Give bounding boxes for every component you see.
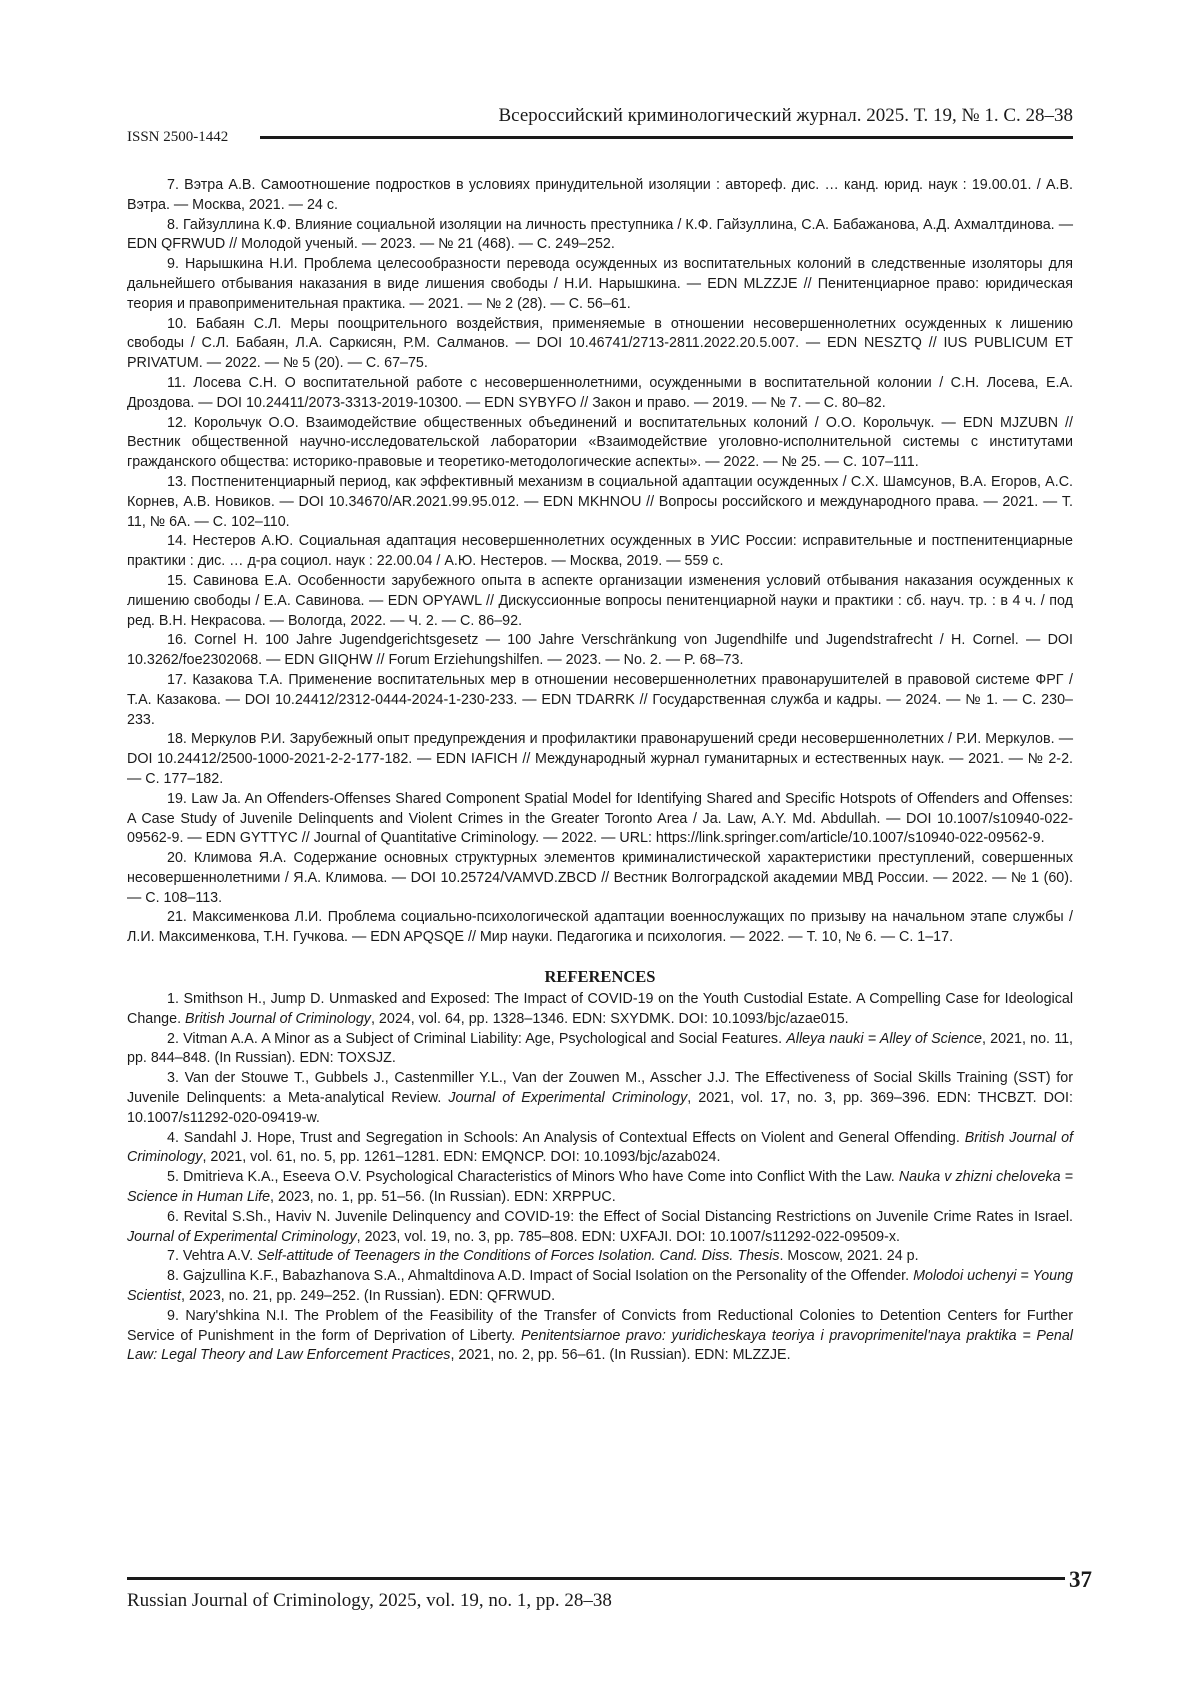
reference-source-title: Journal of Experimental Criminology <box>127 1229 357 1245</box>
reference-text: 4. Sandahl J. Hope, Trust and Segregation in Schools: An Analysis of Contextual Effects on Violent and General Offending. <box>167 1130 965 1146</box>
reference-source-title: British Journal of Criminology <box>185 1011 371 1027</box>
page-content <box>127 176 1073 1366</box>
reference-source-title: Penitentsiarnoe pravo: yuridicheskaya teoriya i pravoprimenitel'naya praktika = Penal Law: Legal Theory and Law Enforcement Practices <box>127 1328 1073 1364</box>
reference-source-title: British Journal of Criminology <box>127 1130 1073 1166</box>
reference-ru-21: 21. Максименкова Л.И. Проблема социально-психологической адаптации военнослужащих по призыву на начальном этапе службы / Л.И. Максименкова, Т.Н. Гучкова. — EDN APQSQE // Мир науки. Педагогика и психология. — 2022. — Т. 10, № 6. — С. 1–17. <box>127 908 1073 948</box>
reference-ru-15: 15. Савинова Е.А. Особенности зарубежного опыта в аспекте организации изменения условий отбывания наказания осужденных к лишению свободы / Е.А. Савинова. — EDN OPYAWL // Дискуссионные вопросы пенитенциарной науки и практики : сб. науч. тр. : в 4 ч. / под ред. В.Н. Некрасова. — Вологда, 2022. — Ч. 2. — С. 86–92. <box>127 572 1073 631</box>
reference-details: , 2023, no. 1, pp. 51–56. (In Russian). EDN: XRPPUC. <box>270 1189 616 1205</box>
reference-en-8 <box>127 1267 1073 1307</box>
reference-en-6 <box>127 1208 1073 1248</box>
header-rule <box>260 136 1073 139</box>
reference-details: , 2024, vol. 64, pp. 1328–1346. EDN: SXYDMK. DOI: 10.1093/bjc/azae015. <box>371 1011 849 1027</box>
reference-source-title: Journal of Experimental Criminology <box>448 1090 687 1106</box>
reference-ru-13: 13. Постпенитенциарный период, как эффективный механизм в социальной адаптации осужденных / С.Х. Шамсунов, В.А. Егоров, А.С. Корнев, А.В. Новиков. — DOI 10.34670/AR.2021.99.95.012. — EDN MKHNOU // Вопросы российского и международного права. — 2021. — Т. 11, № 6А. — С. 102–110. <box>127 473 1073 532</box>
reference-ru-20: 20. Климова Я.А. Содержание основных структурных элементов криминалистической характеристики преступлений, совершенных несовершеннолетними / Я.А. Климова. — DOI 10.25724/VAMVD.ZBCD // Вестник Волгоградской академии МВД России. — 2022. — № 1 (60). — С. 108–113. <box>127 849 1073 908</box>
reference-en-5 <box>127 1168 1073 1208</box>
reference-details: , 2021, vol. 61, no. 5, pp. 1261–1281. EDN: EMQNCP. DOI: 10.1093/bjc/azab024. <box>202 1149 720 1165</box>
reference-ru-10: 10. Бабаян С.Л. Меры поощрительного воздействия, применяемые в отношении несовершеннолетних осужденных к лишению свободы / С.Л. Бабаян, Л.А. Саркисян, Р.М. Салманов. — DOI 10.46741/2713-2811.2022.20.5.007. — EDN NESZTQ // IUS PUBLICUM ET PRIVATUM. — 2022. — № 5 (20). — С. 67–75. <box>127 315 1073 374</box>
reference-text: 3. Van der Stouwe T., Gubbels J., Castenmiller Y.L., Van der Zouwen M., Asscher J.J. The Effectiveness of Social Skills Training (SST) for Juvenile Delinquents: a Meta-analytical Review. <box>127 1070 1073 1106</box>
reference-en-7 <box>127 1247 1073 1267</box>
running-header-journal: Всероссийский криминологический журнал. 2025. Т. 19, № 1. С. 28–38 <box>420 104 1073 128</box>
reference-ru-16: 16. Cornel H. 100 Jahre Jugendgerichtsgesetz — 100 Jahre Verschränkung von Jugendhilfe und Jugendstrafrecht / H. Cornel. — DOI 10.3262/foe2302068. — EDN GIIQHW // Forum Erziehungshilfen. — 2023. — No. 2. — P. 68–73. <box>127 631 1073 671</box>
reference-ru-14: 14. Нестеров А.Ю. Социальная адаптация несовершеннолетних осужденных в УИС России: исправительные и постпенитенциарные практики : дис. … д-ра социол. наук : 22.00.04 / А.Ю. Нестеров. — Москва, 2019. — 559 с. <box>127 532 1073 572</box>
reference-ru-12: 12. Корольчук О.О. Взаимодействие общественных объединений и воспитательных колоний / О.О. Корольчук. — EDN MJZUBN // Вестник общественной научно-исследовательской лаборатории «Взаимодействие уголовно-исполнительной системы с институтами гражданского общества: историко-правовые и теоретико-методологические аспекты». — 2022. — № 25. — С. 107–111. <box>127 414 1073 473</box>
reference-en-1 <box>127 990 1073 1030</box>
reference-text: 1. Smithson H., Jump D. Unmasked and Exposed: The Impact of COVID-19 on the Youth Custodial Estate. A Compelling Case for Ideological Change. <box>127 991 1073 1027</box>
reference-text: 8. Gajzullina K.F., Babazhanova S.A., Ahmaltdinova A.D. Impact of Social Isolation on the Personality of the Offender. <box>167 1268 913 1284</box>
reference-text: 9. Nary'shkina N.I. The Problem of the Feasibility of the Transfer of Convicts from Reductional Colonies to Detention Centers for Further Service of Punishment in the form of Deprivation of Liberty. <box>127 1308 1073 1344</box>
running-header-issn: ISSN 2500-1442 <box>127 127 228 147</box>
reference-details: , 2023, vol. 19, no. 3, pp. 785–808. EDN: UXFAJI. DOI: 10.1007/s11292-022-09509-x. <box>357 1229 900 1245</box>
page-number: 37 <box>1065 1566 1092 1594</box>
reference-source-title: Molodoi uchenyi = Young Scientist <box>127 1268 1073 1304</box>
reference-en-4 <box>127 1129 1073 1169</box>
references-russian-list <box>127 176 1073 948</box>
reference-ru-18: 18. Меркулов Р.И. Зарубежный опыт предупреждения и профилактики правонарушений среди несовершеннолетних / Р.И. Меркулов. — DOI 10.24412/2500-1000-2021-2-2-177-182. — EDN IAFICH // Международный журнал гуманитарных и естественных наук. — 2021. — № 2-2. — С. 177–182. <box>127 730 1073 789</box>
references-english-list <box>127 990 1073 1366</box>
reference-source-title: Alleya nauki = Alley of Science <box>786 1031 982 1047</box>
reference-ru-7: 7. Вэтра А.В. Самоотношение подростков в условиях принудительной изоляции : автореф. дис. … канд. юрид. наук : 19.00.01. / А.В. Вэтра. — Москва, 2021. — 24 с. <box>127 176 1073 216</box>
reference-ru-11: 11. Лосева С.Н. О воспитательной работе с несовершеннолетними, осужденными в воспитательной колонии / С.Н. Лосева, Е.А. Дроздова. — DOI 10.24411/2073-3313-2019-10300. — EDN SYBYFO // Закон и право. — 2019. — № 7. — С. 80–82. <box>127 374 1073 414</box>
reference-text: 2. Vitman A.A. A Minor as a Subject of Criminal Liability: Age, Psychological and Social Features. <box>167 1031 786 1047</box>
reference-source-title: Self-attitude of Teenagers in the Conditions of Forces Isolation. Cand. Diss. Thesis <box>257 1248 779 1264</box>
reference-details: . Moscow, 2021. 24 p. <box>779 1248 918 1264</box>
reference-text: 6. Revital S.Sh., Haviv N. Juvenile Delinquency and COVID-19: the Effect of Social Distancing Restrictions on Juvenile Crime Rates in Israel. <box>167 1209 1073 1225</box>
reference-ru-19: 19. Law Ja. An Offenders-Offenses Shared Component Spatial Model for Identifying Shared and Specific Hotspots of Offenders and Offenses: A Case Study of Juvenile Delinquents and Violent Crimes in the Greater Toronto Area / Ja. Law, A.Y. Md. Abdullah. — DOI 10.1007/s10940-022-09562-9. — EDN GYTTYC // Journal of Quantitative Criminology. — 2022. — URL: https://link.springer.com/article/10.1007/s10940-022-09562-9. <box>127 790 1073 849</box>
reference-ru-8: 8. Гайзуллина К.Ф. Влияние социальной изоляции на личность преступника / К.Ф. Гайзуллина, С.А. Бабажанова, А.Д. Ахмалтдинова. — EDN QFRWUD // Молодой ученый. — 2023. — № 21 (468). — С. 249–252. <box>127 216 1073 256</box>
reference-source-title: Nauka v zhizni cheloveka = Science in Human Life <box>127 1169 1073 1205</box>
reference-en-9 <box>127 1307 1073 1366</box>
footer-rule <box>127 1577 1073 1580</box>
reference-en-3 <box>127 1069 1073 1128</box>
reference-details: , 2021, no. 11, pp. 844–848. (In Russian). EDN: TOXSJZ. <box>127 1031 1073 1067</box>
reference-ru-17: 17. Казакова Т.А. Применение воспитательных мер в отношении несовершеннолетних правонарушителей в правовой системе ФРГ / Т.А. Казакова. — DOI 10.24412/2312-0444-2024-1-230-233. — EDN TDARRK // Государственная служба и кадры. — 2024. — № 1. — С. 230–233. <box>127 671 1073 730</box>
reference-en-2 <box>127 1030 1073 1070</box>
reference-ru-9: 9. Нарышкина Н.И. Проблема целесообразности перевода осужденных из воспитательных колоний в следственные изоляторы для дальнейшего отбывания наказания в виде лишения свободы / Н.И. Нарышкина. — EDN MLZZJE // Пенитенциарное право: юридическая теория и правоприменительная практика. — 2021. — № 2 (28). — С. 56–61. <box>127 255 1073 314</box>
running-footer-journal: Russian Journal of Criminology, 2025, vol. 19, no. 1, pp. 28–38 <box>127 1589 612 1613</box>
references-heading: REFERENCES <box>127 966 1073 988</box>
reference-text: 7. Vehtra A.V. <box>167 1248 257 1264</box>
reference-details: , 2023, no. 21, pp. 249–252. (In Russian). EDN: QFRWUD. <box>181 1288 555 1304</box>
reference-text: 5. Dmitrieva K.A., Eseeva O.V. Psychological Characteristics of Minors Who have Come into Conflict With the Law. <box>167 1169 899 1185</box>
reference-details: , 2021, vol. 17, no. 3, pp. 369–396. EDN: THCBZT. DOI: 10.1007/s11292-020-09419-w. <box>127 1090 1073 1126</box>
reference-details: , 2021, no. 2, pp. 56–61. (In Russian). EDN: MLZZJE. <box>450 1347 790 1363</box>
